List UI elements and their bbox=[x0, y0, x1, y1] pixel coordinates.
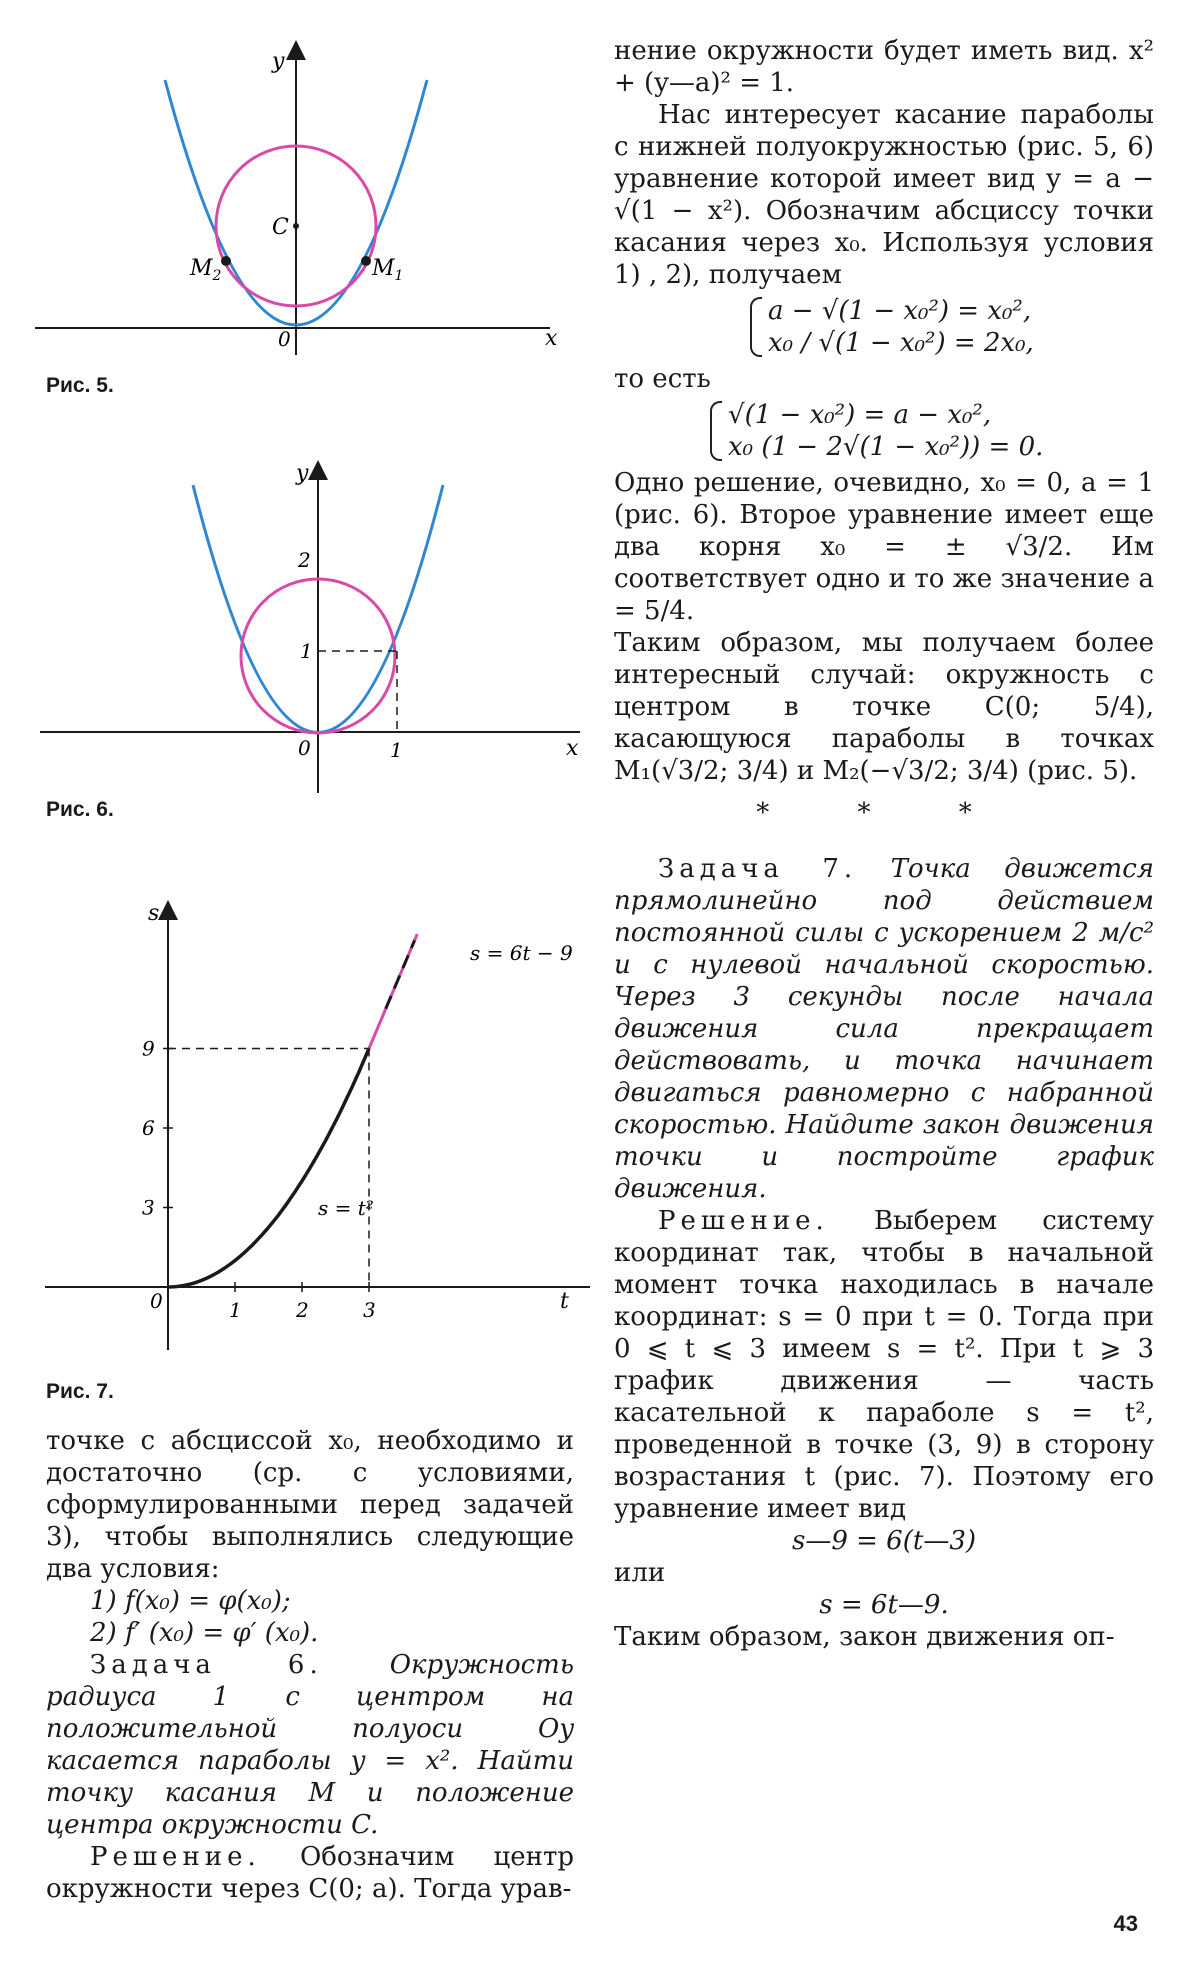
fig7-label-parabola: s = t² bbox=[318, 1196, 374, 1220]
conclusion-paragraph: Таким образом, мы получаем более интересный случай: окружность с центром в точке C(0; 5/4), касающуюся параболы в точках M₁(√3/2; 3/4) и M₂(−√3/2; 3/4) (рис. 5). bbox=[614, 628, 1154, 786]
page-number: 43 bbox=[1113, 1911, 1138, 1936]
system-2 bbox=[704, 399, 1154, 463]
solution-6 bbox=[46, 1841, 574, 1905]
fig5-label-c: C bbox=[272, 215, 289, 240]
fig7-tangent-segment bbox=[369, 934, 417, 1048]
circle-equation-paragraph: нение окружности будет иметь вид. x² + (y—a)² = 1. bbox=[614, 36, 1154, 98]
right-column bbox=[614, 35, 1154, 1653]
then-text: то есть bbox=[614, 364, 711, 394]
fig5-label-m2: $M_2$ bbox=[190, 256, 222, 284]
fig7-caption: Рис. 7. bbox=[46, 1380, 114, 1403]
task-6-heading: Задача 6. bbox=[90, 1650, 323, 1680]
system-2-eq-b: x₀ (1 − 2√(1 − x₀²)) = 0. bbox=[728, 432, 1044, 462]
solution-7-text: Выберем систему координат так, чтобы в начальной момент точка находилась в начале координат: s = 0 при t = 0. Тогда при 0 ⩽ t ⩽ 3 имеем s = t². При t ⩾ 3 график движения — часть касательной к параболе s = t², проведенной в точке (3, 9) в сторону возрастания t (рис. 7). Поэтому его уравнение имеет вид bbox=[614, 1206, 1154, 1524]
fig6-label-origin: 0 bbox=[298, 736, 311, 760]
system-1 bbox=[744, 295, 1154, 359]
system-2-eq-a: √(1 − x₀²) = a − x₀², bbox=[728, 400, 992, 430]
fig7-parabola-curve bbox=[168, 1049, 369, 1288]
fig7-y-tick-label-9: 9 bbox=[142, 1036, 155, 1061]
figure-7 bbox=[0, 880, 600, 1350]
fig5-caption: Рис. 5. bbox=[46, 374, 114, 397]
fig5-label-x: x bbox=[545, 326, 558, 351]
task-6 bbox=[46, 1649, 574, 1841]
figure-6 bbox=[0, 455, 600, 795]
fig7-label-s: s bbox=[148, 901, 160, 926]
system-1-eq-a: a − √(1 − x₀²) = x₀², bbox=[768, 296, 1032, 326]
fig6-tick-x1: 1 bbox=[390, 738, 403, 762]
solution-roots-paragraph: Одно решение, очевидно, x₀ = 0, a = 1 (рис. 6). Второе уравнение имеет еще два корня x₀ = ± √3/2. Им соответствует одно и то же значение a = 5/4. bbox=[614, 468, 1154, 626]
fig7-y-tick-label-6: 6 bbox=[142, 1116, 155, 1140]
task-7-heading: Задача 7. bbox=[658, 854, 858, 884]
condition-2: 2) f′ (x₀) = φ′ (x₀). bbox=[90, 1618, 319, 1648]
task-7-text: Точка движется прямолинейно под действием постоянной силы с ускорением 2 м/с² и с нулевой начальной скоростью. Через 3 секунды после начала движения сила прекращает действовать, и точка начинает двигаться равномерно с набранной скоростью. Найдите закон движения точки и постройте график движения. bbox=[614, 854, 1154, 1204]
fig7-x-tick-label-3: 3 bbox=[363, 1298, 376, 1322]
section-stars: * * * bbox=[756, 798, 1012, 828]
fig7-x-tick-label-1: 1 bbox=[229, 1298, 242, 1322]
fig6-tick-y1: 1 bbox=[300, 639, 313, 663]
fig7-label-t: t bbox=[560, 1289, 569, 1314]
lower-semicircle-paragraph: Нас интересует касание параболы с нижней полуокружностью (рис. 5, 6) уравнение которой имеет вид y = a − √(1 − x²). Обозначим абсциссу точки касания через x₀. Используя условия 1) , 2), получаем bbox=[614, 100, 1154, 290]
left-column bbox=[46, 1425, 574, 1905]
solution-7 bbox=[614, 1205, 1154, 1525]
task-7 bbox=[614, 853, 1154, 1205]
fig6-label-y: y bbox=[296, 461, 309, 486]
system-1-eq-b: x₀ / √(1 − x₀²) = 2x₀, bbox=[768, 328, 1034, 358]
or-text: или bbox=[614, 1558, 666, 1588]
fig5-center-c bbox=[293, 223, 299, 229]
left-paragraph-conditions: точке с абсциссой x₀, необходимо и достаточно (ср. с условиями, сформулированными перед задачей 3), чтобы выполнялись следующие два условия: bbox=[46, 1426, 574, 1584]
solution-6-text: Обозначим центр окружности через C(0; a). Тогда урав- bbox=[46, 1842, 574, 1904]
fig5-point-m1 bbox=[361, 256, 371, 266]
fig7-y-tick-label-3: 3 bbox=[142, 1195, 155, 1220]
fig5-point-m2 bbox=[221, 256, 231, 266]
final-line: Таким образом, закон движения оп- bbox=[614, 1622, 1115, 1652]
figure-5 bbox=[0, 0, 560, 360]
fig6-tick-y2: 2 bbox=[298, 548, 311, 572]
task-6-text: Окружность радиуса 1 с центром на положительной полуоси Oy касается параболы y = x². Найти точку касания M и положение центра окружности C. bbox=[46, 1650, 574, 1840]
fig6-caption: Рис. 6. bbox=[46, 798, 114, 821]
solution-6-heading: Решение. bbox=[90, 1842, 261, 1872]
equation-tangent-2: s = 6t—9. bbox=[819, 1590, 949, 1620]
fig7-x-tick-label-2: 2 bbox=[296, 1298, 309, 1322]
fig7-label-origin: 0 bbox=[150, 1289, 163, 1313]
fig5-label-origin: 0 bbox=[278, 327, 291, 351]
fig7-label-tangent: s = 6t − 9 bbox=[470, 941, 573, 965]
fig5-label-y: y bbox=[272, 49, 285, 74]
solution-7-heading: Решение. bbox=[658, 1206, 829, 1236]
fig5-label-m1: $M_1$ bbox=[372, 256, 404, 284]
condition-1: 1) f(x₀) = φ(x₀); bbox=[90, 1586, 291, 1616]
equation-tangent-1: s—9 = 6(t—3) bbox=[791, 1526, 977, 1556]
fig6-label-x: x bbox=[566, 736, 579, 761]
